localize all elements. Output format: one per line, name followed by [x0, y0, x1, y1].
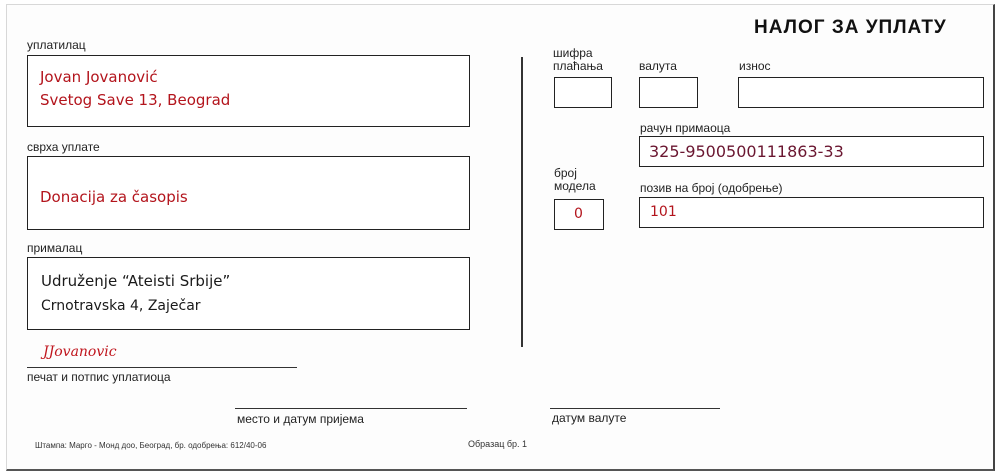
- currency-label: валута: [639, 59, 677, 73]
- purpose-label: сврха уплате: [27, 140, 100, 154]
- recipient-box[interactable]: [27, 257, 470, 330]
- payment-code-label-line2: плаћања: [553, 59, 603, 73]
- reference-number-label: позив на број (одобрење): [640, 181, 783, 195]
- model-number-box[interactable]: [554, 199, 604, 230]
- model-number-label-line2: модела: [554, 179, 596, 193]
- model-number-value: 0: [574, 206, 583, 222]
- payment-slip: [6, 4, 995, 471]
- reference-number-box[interactable]: [639, 197, 984, 228]
- signature-line: [27, 367, 297, 368]
- payment-code-label-line1: шифра: [553, 46, 593, 60]
- model-number-label: [554, 167, 596, 193]
- payer-label: уплатилац: [27, 38, 86, 52]
- sample-note: Образац бр. 1: [468, 439, 528, 449]
- value-date-line: [550, 408, 720, 409]
- place-date-line: [235, 408, 467, 409]
- payment-code-box[interactable]: [554, 77, 612, 108]
- place-date-label: место и датум пријема: [237, 412, 364, 426]
- value-date-label: датум валуте: [552, 411, 627, 425]
- amount-label: износ: [739, 59, 771, 73]
- reference-number-value: 101: [650, 204, 677, 220]
- purpose-box[interactable]: [27, 156, 470, 230]
- section-divider: [521, 57, 523, 347]
- amount-box[interactable]: [738, 77, 984, 108]
- form-title: НАЛОГ ЗА УПЛАТУ: [754, 17, 947, 38]
- printer-note: Штампа: Марго - Монд доо, Београд, бр. одобрења: 612/40-06: [35, 441, 267, 450]
- payment-code-label: [553, 47, 603, 73]
- recipient-account-value: 325-9500500111863-33: [649, 142, 844, 161]
- recipient-address: Crnotravska 4, Zaječar: [41, 298, 201, 314]
- recipient-account-label: рачун примаоца: [640, 121, 731, 135]
- currency-box[interactable]: [639, 77, 698, 108]
- recipient-name: Udruženje “Ateisti Srbije”: [41, 272, 231, 290]
- payer-signature: JJovanovic: [43, 344, 117, 360]
- payer-address: Svetog Save 13, Beograd: [40, 91, 231, 109]
- recipient-account-box[interactable]: [639, 136, 984, 167]
- purpose-value: Donacija za časopis: [40, 188, 188, 206]
- signature-label: печат и потпис уплатиоца: [27, 370, 171, 384]
- recipient-label: прималац: [27, 241, 83, 255]
- payer-name: Jovan Jovanović: [40, 68, 158, 86]
- payer-box[interactable]: [27, 55, 470, 127]
- model-number-label-line1: број: [554, 166, 577, 180]
